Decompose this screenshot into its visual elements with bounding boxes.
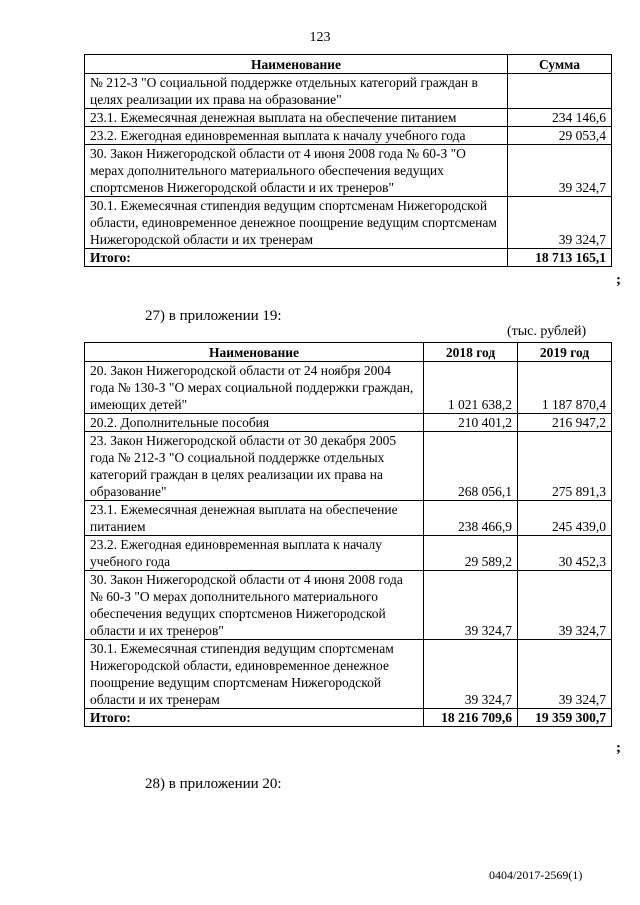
table-row [85, 145, 612, 197]
paragraph-27: 27) в приложении 19: [145, 308, 282, 324]
table-row [85, 432, 612, 501]
row-sum: 39 324,7 [508, 145, 612, 197]
table-row [85, 74, 612, 109]
row-name: 20. Закон Нижегородской области от 24 ноября 2004 года № 130-З "О мерах социальной поддержки граждан, имеющих детей" [85, 362, 424, 414]
row-2019: 216 947,2 [518, 414, 612, 432]
row-name: 23.2. Ежегодная единовременная выплата к началу учебного года [85, 536, 424, 571]
row-sum [508, 74, 612, 109]
table-row [85, 362, 612, 414]
table-row [85, 109, 612, 127]
table-row [85, 197, 612, 249]
row-2018: 268 056,1 [424, 432, 518, 501]
row-name: 30. Закон Нижегородской области от 4 июня 2008 года № 60-З "О мерах дополнительного материального обеспечения ведущих спортсменов Нижегородской области и их тренеров" [85, 571, 424, 640]
row-2019: 1 187 870,4 [518, 362, 612, 414]
table-header-row [85, 343, 612, 362]
appendix-table-1 [84, 54, 612, 267]
row-2018: 39 324,7 [424, 640, 518, 709]
row-sum: 29 053,4 [508, 127, 612, 145]
document-code: 0404/2017-2569(1) [489, 868, 583, 882]
row-2019: 39 324,7 [518, 640, 612, 709]
row-2019: 275 891,3 [518, 432, 612, 501]
row-name: 23. Закон Нижегородской области от 30 декабря 2005 года № 212-З "О социальной поддержке отдельных категорий граждан в целях реализации их права на образование" [85, 432, 424, 501]
table-row [85, 127, 612, 145]
table-row [85, 536, 612, 571]
row-name: 23.1. Ежемесячная денежная выплата на обеспечение питанием [85, 501, 424, 536]
row-sum: 234 146,6 [508, 109, 612, 127]
table-row [85, 640, 612, 709]
page-number: 123 [309, 30, 331, 45]
header-2019: 2019 год [518, 343, 612, 362]
total-label: Итого: [85, 249, 508, 267]
row-2019: 245 439,0 [518, 501, 612, 536]
table2-trailing-semicolon: ; [616, 740, 621, 756]
total-sum: 18 713 165,1 [508, 249, 612, 267]
header-name: Наименование [85, 55, 508, 74]
units-label: (тыс. рублей) [507, 324, 587, 339]
header-name: Наименование [85, 343, 424, 362]
row-sum: 39 324,7 [508, 197, 612, 249]
row-2018: 1 021 638,2 [424, 362, 518, 414]
row-name: 30.1. Ежемесячная стипендия ведущим спортсменам Нижегородской области, единовременное денежное поощрение ведущим спортсменам Нижегородской области и их тренерам [85, 640, 424, 709]
row-2019: 39 324,7 [518, 571, 612, 640]
row-2019: 30 452,3 [518, 536, 612, 571]
row-name: 23.1. Ежемесячная денежная выплата на обеспечение питанием [85, 109, 508, 127]
row-name: № 212-З "О социальной поддержке отдельных категорий граждан в целях реализации их права на образование" [85, 74, 508, 109]
row-name: 20.2. Дополнительные пособия [85, 414, 424, 432]
row-2018: 29 589,2 [424, 536, 518, 571]
row-2018: 238 466,9 [424, 501, 518, 536]
row-name: 30. Закон Нижегородской области от 4 июня 2008 года № 60-З "О мерах дополнительного материального обеспечения ведущих спортсменов Нижегородской области и их тренеров" [85, 145, 508, 197]
total-2018: 18 216 709,6 [424, 709, 518, 727]
row-2018: 210 401,2 [424, 414, 518, 432]
row-name: 23.2. Ежегодная единовременная выплата к началу учебного года [85, 127, 508, 145]
table-header-row [85, 55, 612, 74]
table-row [85, 501, 612, 536]
appendix-19-table [84, 342, 612, 727]
header-2018: 2018 год [424, 343, 518, 362]
total-row [85, 709, 612, 727]
header-sum: Сумма [508, 55, 612, 74]
table-row [85, 414, 612, 432]
row-2018: 39 324,7 [424, 571, 518, 640]
total-2019: 19 359 300,7 [518, 709, 612, 727]
total-label: Итого: [85, 709, 424, 727]
table-row [85, 571, 612, 640]
table1-trailing-semicolon: ; [616, 272, 621, 288]
paragraph-28: 28) в приложении 20: [145, 776, 282, 792]
row-name: 30.1. Ежемесячная стипендия ведущим спортсменам Нижегородской области, единовременное денежное поощрение ведущим спортсменам Нижегородской области и их тренерам [85, 197, 508, 249]
total-row [85, 249, 612, 267]
